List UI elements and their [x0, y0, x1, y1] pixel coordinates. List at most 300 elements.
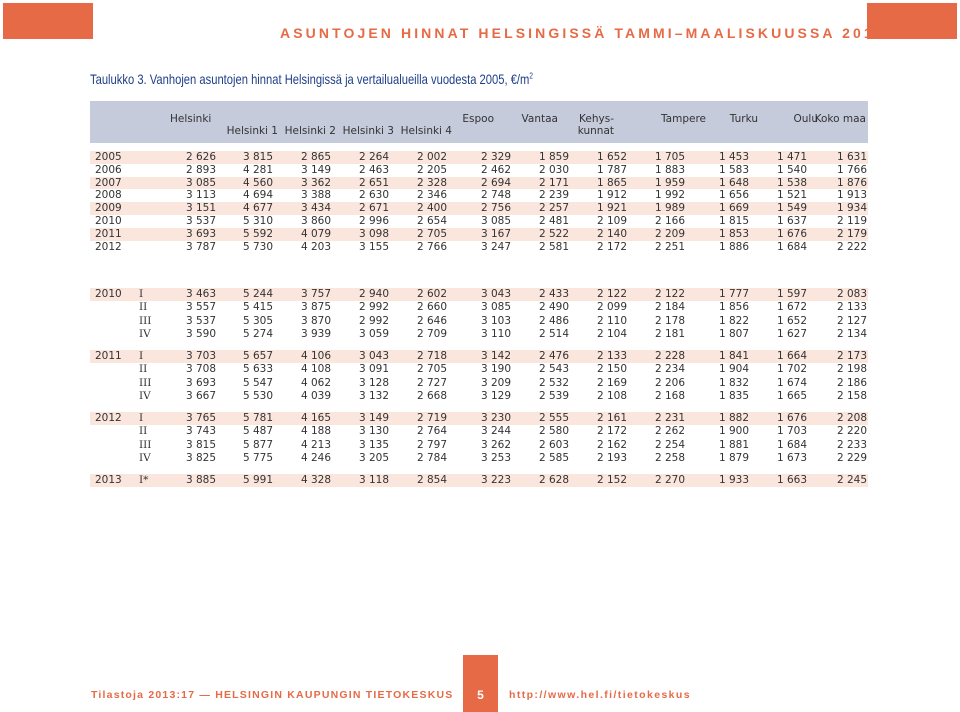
table-cell: 1 841	[718, 350, 749, 362]
table-cell: 2 251	[654, 240, 685, 253]
table-cell: 2 122	[654, 288, 685, 300]
table-cell: 3 130	[358, 425, 389, 438]
col-header-helsinki-3: Helsinki 3	[342, 125, 394, 137]
table-cell: 2 233	[836, 438, 867, 451]
table-cell: 5 730	[242, 240, 273, 253]
table-cell: 2 169	[596, 376, 627, 389]
row-year: 2006	[95, 163, 122, 176]
table-row	[90, 189, 868, 202]
table-cell: 4 694	[242, 189, 273, 202]
table-cell: 1 676	[776, 227, 807, 240]
table-column-header	[90, 101, 868, 143]
table-cell: 2 854	[416, 474, 447, 486]
col-header-tampere: Tampere	[660, 113, 706, 125]
table-cell: 3 870	[300, 314, 331, 327]
row-quarter: I	[139, 350, 144, 362]
table-cell: 2 992	[358, 301, 389, 314]
table-cell: 1 865	[596, 176, 627, 189]
table-row	[90, 452, 868, 465]
table-cell: 2 181	[654, 327, 685, 340]
table-cell: 2 865	[300, 151, 331, 163]
table-cell: 3 557	[185, 301, 216, 314]
table-cell: 3 743	[185, 425, 216, 438]
table-cell: 1 684	[776, 438, 807, 451]
table-cell: 5 530	[242, 389, 273, 402]
table-cell: 1 583	[718, 163, 749, 176]
table-cell: 2 766	[416, 240, 447, 253]
table-cell: 2 168	[654, 389, 685, 402]
table-cell: 3 135	[358, 438, 389, 451]
table-cell: 1 807	[718, 327, 749, 340]
table-cell: 2 476	[538, 350, 569, 362]
table-cell: 3 815	[242, 151, 273, 163]
table-cell: 1 921	[596, 202, 627, 215]
table-cell: 3 098	[358, 227, 389, 240]
table-cell: 1 648	[718, 176, 749, 189]
table-cell: 2 122	[596, 288, 627, 300]
table-cell: 1 540	[776, 163, 807, 176]
table-cell: 2 797	[416, 438, 447, 451]
table-cell: 3 059	[358, 327, 389, 340]
table-cell: 1 663	[776, 474, 807, 486]
table-cell: 3 132	[358, 389, 389, 402]
row-quarter: IV	[139, 389, 151, 402]
table-cell: 1 934	[836, 202, 867, 215]
table-cell: 2 992	[358, 314, 389, 327]
table-cell: 2 603	[538, 438, 569, 451]
table-cell: 2 328	[416, 176, 447, 189]
row-year: 2008	[95, 189, 122, 202]
row-year: 2011	[95, 350, 122, 362]
row-quarter: III	[139, 376, 152, 389]
table-cell: 3 463	[185, 288, 216, 300]
table-cell: 4 165	[300, 412, 331, 424]
table-cell: 3 149	[300, 163, 331, 176]
table-cell: 2 626	[185, 151, 216, 163]
table-cell: 1 664	[776, 350, 807, 362]
table-row	[90, 202, 868, 215]
table-cell: 1 881	[718, 438, 749, 451]
table-cell: 2 083	[836, 288, 867, 300]
table-cell: 1 959	[654, 176, 685, 189]
table-cell: 2 109	[596, 215, 627, 227]
table-cell: 4 079	[300, 227, 331, 240]
table-cell: 3 043	[358, 350, 389, 362]
row-year: 2010	[95, 215, 122, 227]
table-cell: 1 652	[776, 314, 807, 327]
table-cell: 4 213	[300, 438, 331, 451]
table-cell: 2 150	[596, 363, 627, 376]
table-cell: 3 128	[358, 376, 389, 389]
table-cell: 2 228	[654, 350, 685, 362]
table-cell: 1 656	[718, 189, 749, 202]
footer-url: http://www.hel.fi/tietokeskus	[509, 689, 691, 701]
table-cell: 2 514	[538, 327, 569, 340]
table-cell: 4 039	[300, 389, 331, 402]
table-cell: 2 893	[185, 163, 216, 176]
row-quarter: II	[139, 363, 148, 376]
table-cell: 1 684	[776, 240, 807, 253]
row-quarter: II	[139, 301, 148, 314]
table-cell: 1 815	[718, 215, 749, 227]
table-cell: 3 205	[358, 451, 389, 464]
table-cell: 4 188	[300, 425, 331, 438]
table-cell: 2 152	[596, 474, 627, 486]
table-cell: 4 246	[300, 451, 331, 464]
table-cell: 2 110	[596, 314, 627, 327]
table-cell: 1 669	[718, 202, 749, 215]
table-cell: 2 208	[836, 412, 867, 424]
table-cell: 1 471	[776, 151, 807, 163]
table-cell: 5 877	[242, 438, 273, 451]
table-cell: 2 133	[596, 350, 627, 362]
row-year: 2013	[95, 474, 122, 486]
table-cell: 1 631	[836, 151, 867, 163]
table-cell: 3 209	[480, 376, 511, 389]
table-cell: 1 665	[776, 389, 807, 402]
table-cell: 2 245	[836, 474, 867, 486]
col-header-oulu: Oulu	[793, 113, 818, 125]
table-cell: 2 133	[836, 301, 867, 314]
col-header-turku: Turku	[729, 113, 758, 125]
table-cell: 2 172	[596, 425, 627, 438]
table-cell: 2 580	[538, 425, 569, 438]
table-cell: 2 166	[654, 215, 685, 227]
table-cell: 3 262	[480, 438, 511, 451]
table-cell: 3 434	[300, 202, 331, 215]
table-row	[90, 390, 868, 403]
table-cell: 3 085	[480, 301, 511, 314]
table-cell: 1 879	[718, 451, 749, 464]
table-cell: 3 703	[185, 350, 216, 362]
table-cell: 2 119	[836, 215, 867, 227]
table-cell: 5 592	[242, 227, 273, 240]
table-cell: 2 463	[358, 163, 389, 176]
table-cell: 1 856	[718, 301, 749, 314]
row-quarter: III	[139, 314, 152, 327]
table-cell: 2 178	[654, 314, 685, 327]
table-cell: 2 173	[836, 350, 867, 362]
table-cell: 5 487	[242, 425, 273, 438]
table-cell: 2 257	[538, 202, 569, 215]
table-cell: 3 223	[480, 474, 511, 486]
table-cell: 3 693	[185, 227, 216, 240]
table-cell: 3 875	[300, 301, 331, 314]
table-cell: 1 672	[776, 301, 807, 314]
table-row	[90, 301, 868, 314]
table-cell: 5 310	[242, 215, 273, 227]
table-cell: 2 651	[358, 176, 389, 189]
table-cell: 2 162	[596, 438, 627, 451]
table-cell: 1 912	[596, 189, 627, 202]
table-cell: 2 179	[836, 227, 867, 240]
table-cell: 2 718	[416, 350, 447, 362]
table-cell: 1 913	[836, 189, 867, 202]
footer-publication: Tilastoja 2013:17 — HELSINGIN KAUPUNGIN TIETOKESKUS	[91, 689, 454, 701]
table-cell: 1 676	[776, 412, 807, 424]
table-row	[90, 228, 868, 241]
table-cell: 2 940	[358, 288, 389, 300]
table-cell: 1 702	[776, 363, 807, 376]
row-year: 2005	[95, 151, 122, 163]
table-cell: 3 091	[358, 363, 389, 376]
table-cell: 2 705	[416, 363, 447, 376]
table-cell: 3 085	[480, 215, 511, 227]
table-cell: 2 630	[358, 189, 389, 202]
table-cell: 2 329	[480, 151, 511, 163]
page-header-title: ASUNTOJEN HINNAT HELSINGISSÄ TAMMI–MAALISKUUSSA 2013	[280, 25, 886, 41]
table-cell: 2 158	[836, 389, 867, 402]
table-cell: 5 305	[242, 314, 273, 327]
table-cell: 2 229	[836, 451, 867, 464]
table-row	[90, 350, 868, 363]
table-cell: 2 433	[538, 288, 569, 300]
table-cell: 1 992	[654, 189, 685, 202]
row-year: 2007	[95, 176, 122, 189]
table-cell: 2 462	[480, 163, 511, 176]
table-cell: 2 108	[596, 389, 627, 402]
table-cell: 4 106	[300, 350, 331, 362]
table-cell: 1 652	[596, 151, 627, 163]
table-cell: 3 815	[185, 438, 216, 451]
table-cell: 1 549	[776, 202, 807, 215]
table-cell: 2 709	[416, 327, 447, 340]
table-cell: 3 151	[185, 202, 216, 215]
table-cell: 5 244	[242, 288, 273, 300]
table-row	[90, 151, 868, 164]
table-cell: 1 637	[776, 215, 807, 227]
table-cell: 1 822	[718, 314, 749, 327]
table-cell: 2 172	[596, 240, 627, 253]
table-cell: 2 171	[538, 176, 569, 189]
table-cell: 2 198	[836, 363, 867, 376]
table-cell: 3 247	[480, 240, 511, 253]
table-cell: 3 043	[480, 288, 511, 300]
col-header-kehyskunnat-line1: Kehys-	[579, 113, 614, 125]
table-cell: 3 590	[185, 327, 216, 340]
table-cell: 3 708	[185, 363, 216, 376]
table-cell: 2 099	[596, 301, 627, 314]
table-cell: 3 142	[480, 350, 511, 362]
table-cell: 1 673	[776, 451, 807, 464]
table-cell: 1 703	[776, 425, 807, 438]
table-cell: 4 677	[242, 202, 273, 215]
table-cell: 1 904	[718, 363, 749, 376]
table-cell: 2 784	[416, 451, 447, 464]
table-cell: 3 362	[300, 176, 331, 189]
col-header-espoo: Espoo	[462, 113, 494, 125]
table-row	[90, 315, 868, 328]
table-cell: 2 222	[836, 240, 867, 253]
table-cell: 2 127	[836, 314, 867, 327]
table-cell: 2 646	[416, 314, 447, 327]
table-cell: 1 705	[654, 151, 685, 163]
table-cell: 5 991	[242, 474, 273, 486]
row-year: 2011	[95, 227, 122, 240]
table-cell: 2 270	[654, 474, 685, 486]
table-cell: 3 113	[185, 189, 216, 202]
table-cell: 3 244	[480, 425, 511, 438]
table-row	[90, 288, 868, 301]
table-cell: 3 693	[185, 376, 216, 389]
row-quarter: IV	[139, 451, 151, 464]
table-row	[90, 241, 868, 254]
table-cell: 1 989	[654, 202, 685, 215]
col-header-helsinki-2: Helsinki 2	[284, 125, 336, 137]
table-cell: 1 882	[718, 412, 749, 424]
table-cell: 3 110	[480, 327, 511, 340]
table-cell: 3 103	[480, 314, 511, 327]
table-cell: 1 876	[836, 176, 867, 189]
table-cell: 2 585	[538, 451, 569, 464]
table-cell: 2 481	[538, 215, 569, 227]
table-cell: 1 597	[776, 288, 807, 300]
table-row	[90, 474, 868, 487]
col-header-vantaa: Vantaa	[521, 113, 558, 125]
table-cell: 2 748	[480, 189, 511, 202]
table-cell: 1 453	[718, 151, 749, 163]
page-number: 5	[477, 688, 484, 702]
table-cell: 1 674	[776, 376, 807, 389]
table-cell: 3 230	[480, 412, 511, 424]
row-year: 2010	[95, 288, 122, 300]
table-cell: 1 900	[718, 425, 749, 438]
table-row	[90, 177, 868, 190]
table-cell: 2 727	[416, 376, 447, 389]
table-cell: 4 203	[300, 240, 331, 253]
table-cell: 3 085	[185, 176, 216, 189]
table-cell: 3 537	[185, 215, 216, 227]
table-cell: 2 522	[538, 227, 569, 240]
table-row	[90, 425, 868, 438]
table-cell: 3 667	[185, 389, 216, 402]
row-year: 2012	[95, 412, 122, 424]
table-cell: 3 885	[185, 474, 216, 486]
table-cell: 5 781	[242, 412, 273, 424]
table-cell: 3 129	[480, 389, 511, 402]
table-row	[90, 328, 868, 341]
table-cell: 2 719	[416, 412, 447, 424]
table-cell: 1 835	[718, 389, 749, 402]
col-header-helsinki: Helsinki	[170, 113, 212, 125]
table-cell: 2 532	[538, 376, 569, 389]
table-cell: 2 628	[538, 474, 569, 486]
table-cell: 5 415	[242, 301, 273, 314]
table-cell: 1 883	[654, 163, 685, 176]
col-header-koko-maa: Koko maa	[814, 113, 866, 125]
table-cell: 2 996	[358, 215, 389, 227]
table-row	[90, 363, 868, 376]
table-caption-text: Taulukko 3. Vanhojen asuntojen hinnat Helsingissä ja vertailualueilla vuodesta 2005, €/m	[90, 71, 530, 87]
table-cell: 2 220	[836, 425, 867, 438]
table-cell: 2 555	[538, 412, 569, 424]
table-cell: 3 253	[480, 451, 511, 464]
table-cell: 2 239	[538, 189, 569, 202]
table-cell: 3 155	[358, 240, 389, 253]
corner-decoration-left	[3, 3, 93, 39]
table-cell: 3 757	[300, 288, 331, 300]
table-cell: 4 108	[300, 363, 331, 376]
row-quarter: IV	[139, 327, 151, 340]
table-cell: 2 193	[596, 451, 627, 464]
table-row	[90, 215, 868, 228]
table-cell: 2 161	[596, 412, 627, 424]
table-cell: 2 140	[596, 227, 627, 240]
col-header-kehyskunnat-line2: kunnat	[577, 125, 614, 137]
table-cell: 3 190	[480, 363, 511, 376]
table-cell: 5 633	[242, 363, 273, 376]
table-cell: 1 766	[836, 163, 867, 176]
table-cell: 2 764	[416, 425, 447, 438]
row-quarter: II	[139, 425, 148, 438]
table-cell: 2 206	[654, 376, 685, 389]
table-cell: 2 539	[538, 389, 569, 402]
table-caption-superscript: 2	[529, 71, 533, 81]
row-quarter: I*	[139, 474, 149, 486]
table-row	[90, 412, 868, 425]
table-cell: 2 030	[538, 163, 569, 176]
table-cell: 2 602	[416, 288, 447, 300]
row-quarter: I	[139, 288, 144, 300]
table-cell: 1 787	[596, 163, 627, 176]
table-cell: 3 388	[300, 189, 331, 202]
table-cell: 2 205	[416, 163, 447, 176]
table-cell: 4 281	[242, 163, 273, 176]
row-quarter: I	[139, 412, 144, 424]
table-cell: 2 660	[416, 301, 447, 314]
table-cell: 2 490	[538, 301, 569, 314]
table-cell: 2 346	[416, 189, 447, 202]
table-cell: 2 186	[836, 376, 867, 389]
table-cell: 2 668	[416, 389, 447, 402]
table-cell: 1 627	[776, 327, 807, 340]
table-cell: 3 825	[185, 451, 216, 464]
table-cell: 2 400	[416, 202, 447, 215]
table-row	[90, 164, 868, 177]
col-header-helsinki-1: Helsinki 1	[226, 125, 278, 137]
table-cell: 1 853	[718, 227, 749, 240]
table-cell: 2 705	[416, 227, 447, 240]
table-cell: 5 547	[242, 376, 273, 389]
table-caption	[90, 71, 533, 87]
table-cell: 2 254	[654, 438, 685, 451]
table-cell: 3 537	[185, 314, 216, 327]
table-cell: 2 486	[538, 314, 569, 327]
table-cell: 1 933	[718, 474, 749, 486]
table-cell: 2 756	[480, 202, 511, 215]
page-number-box	[463, 655, 498, 712]
table-row	[90, 439, 868, 452]
table-cell: 1 832	[718, 376, 749, 389]
row-year: 2009	[95, 202, 122, 215]
table-cell: 4 062	[300, 376, 331, 389]
table-cell: 5 657	[242, 350, 273, 362]
table-row	[90, 377, 868, 390]
table-cell: 4 560	[242, 176, 273, 189]
col-header-helsinki-4: Helsinki 4	[400, 125, 452, 137]
table-cell: 3 118	[358, 474, 389, 486]
table-cell: 4 328	[300, 474, 331, 486]
table-cell: 2 209	[654, 227, 685, 240]
table-cell: 2 581	[538, 240, 569, 253]
table-cell: 3 787	[185, 240, 216, 253]
table-cell: 3 939	[300, 327, 331, 340]
table-cell: 2 694	[480, 176, 511, 189]
table-cell: 2 262	[654, 425, 685, 438]
table-cell: 2 231	[654, 412, 685, 424]
table-cell: 2 258	[654, 451, 685, 464]
table-cell: 3 149	[358, 412, 389, 424]
